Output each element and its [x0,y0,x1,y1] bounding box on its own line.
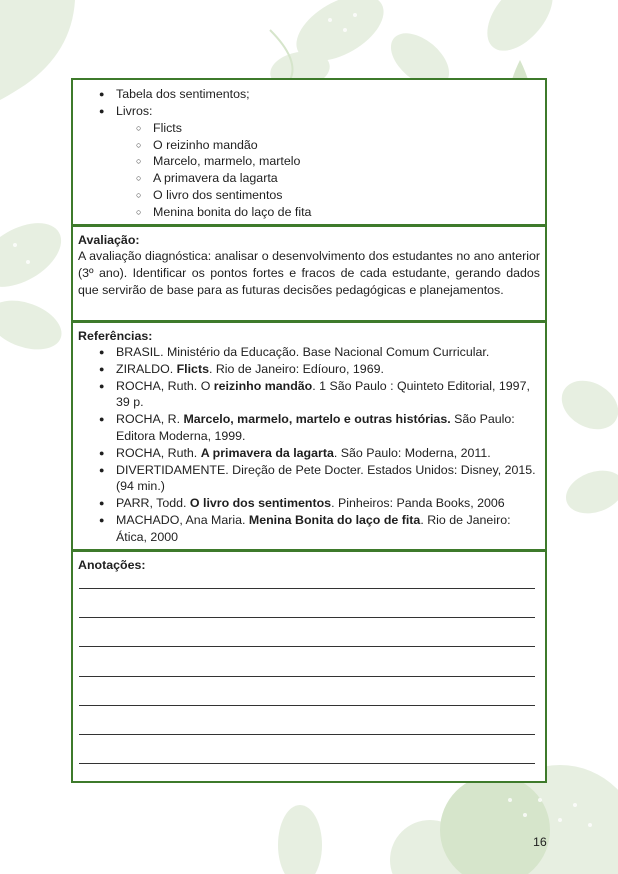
notes-heading: Anotações: [78,558,146,572]
notes-lines [79,588,535,792]
books-label: Livros: [116,104,153,118]
materials-list [78,86,540,220]
list-item: ● Tabela dos sentimentos; [78,86,540,103]
notes-section [73,557,545,573]
book-item: ○ Marcelo, marmelo, martelo [78,153,540,170]
note-line [79,734,535,735]
note-line [79,646,535,647]
note-line [79,588,535,589]
section-divider [73,549,545,552]
reference-item: ● PARR, Todd. O livro dos sentimentos. Pinheiros: Panda Books, 2006 [78,495,540,512]
references-list [78,344,540,546]
book-item: ○ Menina bonita do laço de fita [78,204,540,221]
books-list [78,120,540,220]
note-line [79,763,535,764]
reference-item: ● MACHADO, Ana Maria. Menina Bonita do laço de fita. Rio de Janeiro: Ática, 2000 [78,512,540,546]
book-item: ○ O reizinho mandão [78,137,540,154]
reference-item: ● ZIRALDO. Flicts. Rio de Janeiro: Edíouro, 1969. [78,361,540,378]
evaluation-heading: Avaliação: [78,233,140,247]
reference-item: ● ROCHA, Ruth. A primavera da lagarta. São Paulo: Moderna, 2011. [78,445,540,462]
reference-item: ● ROCHA, R. Marcelo, marmelo, martelo e outras histórias. São Paulo: Editora Moderna, 1999. [78,411,540,445]
section-divider [73,224,545,227]
book-item: ○ Flicts [78,120,540,137]
reference-item: ● DIVERTIDAMENTE. Direção de Pete Docter. Estados Unidos: Disney, 2015. (94 min.) [78,462,540,496]
book-item: ○ A primavera da lagarta [78,170,540,187]
note-line [79,617,535,618]
references-section [73,328,545,546]
list-item [78,103,540,220]
section-divider [73,320,545,323]
page-number: 16 [533,835,547,849]
reference-item: ● BRASIL. Ministério da Educação. Base Nacional Comum Curricular. [78,344,540,361]
lesson-plan-table [71,78,547,783]
references-heading: Referências: [78,329,153,343]
materials-section [73,86,545,220]
note-line [79,676,535,677]
book-item: ○ O livro dos sentimentos [78,187,540,204]
reference-item: ● ROCHA, Ruth. O reizinho mandão. 1 São Paulo : Quinteto Editorial, 1997, 39 p. [78,378,540,412]
evaluation-section [73,232,545,299]
evaluation-text: A avaliação diagnóstica: analisar o desenvolvimento dos estudantes no ano anterior (3º ano). Identificar os pontos fortes e fracos de cada estudante, gerando dados que servirão de base para as futuras decisões pedagógicas e planejamentos. [78,249,540,297]
note-line [79,705,535,706]
